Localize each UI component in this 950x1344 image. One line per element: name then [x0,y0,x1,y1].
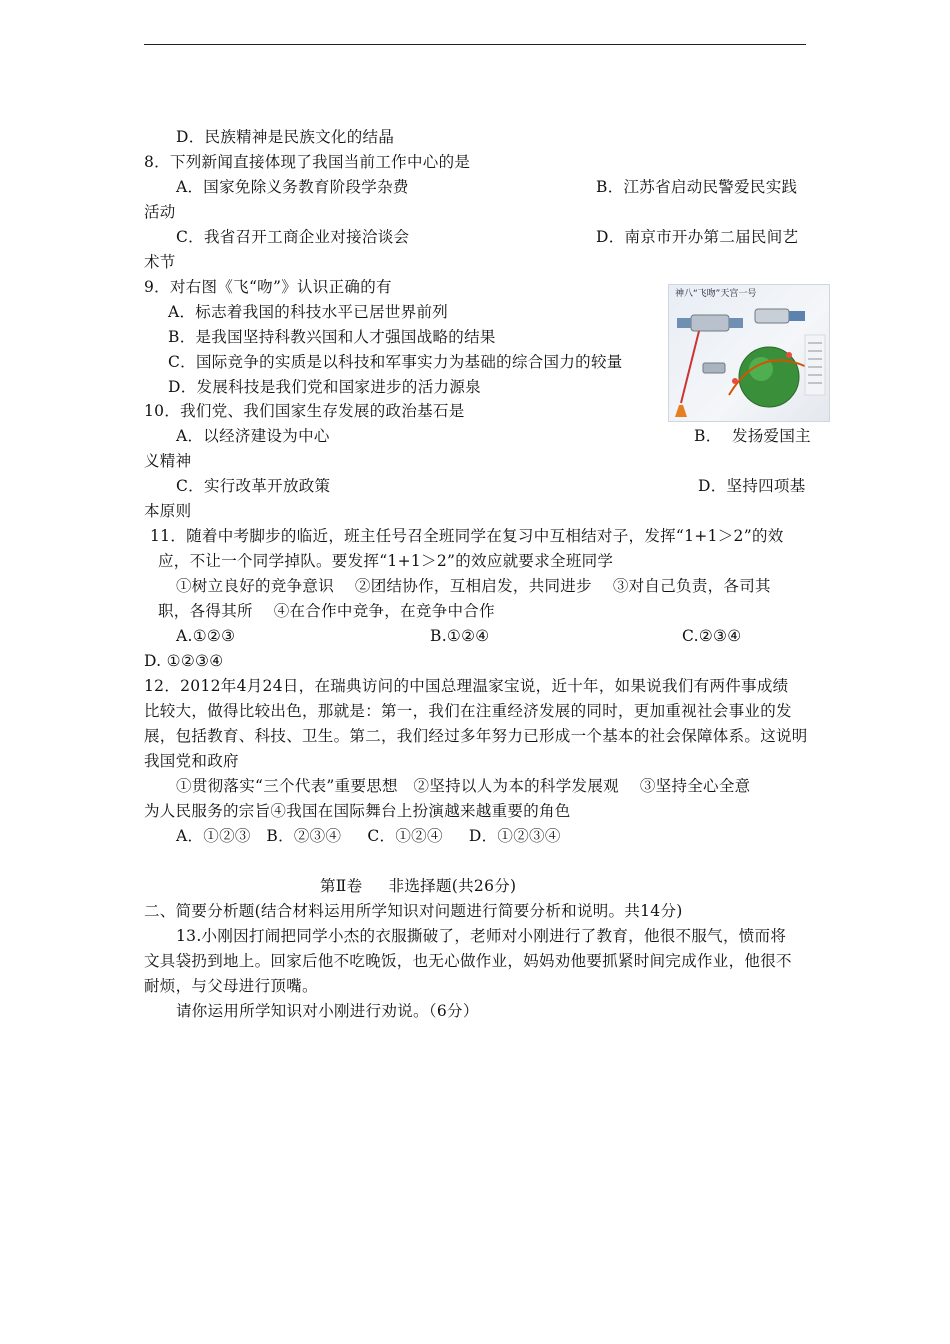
q9-option-d: D．发展科技是我们党和国家进步的活力源泉 [168,378,481,396]
q9-option-a: A．标志着我国的科技水平已居世界前列 [168,303,449,321]
q12-statements: ①贯彻落实“三个代表”重要思想 ②坚持以人为本的科学发展观 ③坚持全心全意 [176,777,751,795]
q8-option-b: B．江苏省启动民警爱民实践 [596,178,798,196]
q13-stem-line3: 耐烦，与父母进行顶嘴。 [144,977,318,995]
q10-option-b: B． 发扬爱国主 [694,427,811,445]
q10-option-d: D．坚持四项基 [698,477,806,495]
q11-option-c: C.②③④ [682,627,742,645]
q8-option-b-cont: 活动 [144,203,176,221]
section-2-title: 第Ⅱ卷 非选择题(共26分) [320,877,517,895]
q12-stem-line2: 比较大，做得比较出色，那就是：第一，我们在注重经济发展的同时，更加重视社会事业的发 [144,702,792,720]
shenzhou-tiangong-figure [668,284,830,422]
q10-option-b-cont: 义精神 [144,452,192,470]
q12-stem-line4: 我国党和政府 [144,752,239,770]
q9-stem: 9．对右图《飞“吻”》认识正确的有 [144,278,392,296]
q13-stem: 13.小刚因打闹把同学小杰的衣服撕破了，老师对小刚进行了教育，他很不服气，愤而将 [176,927,787,945]
spacecraft-illustration [669,285,829,421]
q9-option-c: C．国际竞争的实质是以科技和军事实力为基础的综合国力的较量 [168,353,623,371]
q12-stem: 12．2012年4月24日，在瑞典访问的中国总理温家宝说，近十年，如果说我们有两件事成绩 [144,677,789,695]
q10-option-c: C．实行改革开放政策 [176,477,331,495]
q11-option-d: D. ①②③④ [144,652,224,670]
q10-stem: 10．我们党、我们国家生存发展的政治基石是 [144,402,465,420]
q8-stem: 8．下列新闻直接体现了我国当前工作中心的是 [144,153,471,171]
q10-option-a: A．以经济建设为中心 [176,427,330,445]
header-rule [144,44,806,45]
q8-option-a: A．国家免除义务教育阶段学杂费 [176,178,409,196]
q13-stem-line2: 文具袋扔到地上。回家后他不吃晚饭，也无心做作业，妈妈劝他要抓紧时间完成作业，他很不 [144,952,792,970]
q10-option-d-cont: 本原则 [144,502,192,520]
q11-statements-cont: 职，各得其所 ④在合作中竞争，在竞争中合作 [158,602,495,620]
q8-option-d-cont: 术节 [144,253,176,271]
q11-stem: 11．随着中考脚步的临近，班主任号召全班同学在复习中互相结对子，发挥“1+1＞2”的效 [150,527,784,545]
q8-option-c: C．我省召开工商企业对接洽谈会 [176,228,410,246]
q11-option-b: B.①②④ [430,627,490,645]
q13-question: 请你运用所学知识对小刚进行劝说。（6分） [176,1002,479,1020]
q11-option-a: A.①②③ [176,627,236,645]
q9-option-b: B．是我国坚持科教兴国和人才强国战略的结果 [168,328,496,346]
q7-option-d: D．民族精神是民族文化的结晶 [176,128,395,146]
q12-statements-cont: 为人民服务的宗旨④我国在国际舞台上扮演越来越重要的角色 [144,802,571,820]
q11-statements: ①树立良好的竞争意识 ②团结协作，互相启发，共同进步 ③对自己负责，各司其 [176,577,771,595]
q8-option-d: D．南京市开办第二届民间艺 [596,228,799,246]
q12-stem-line3: 展，包括教育、科技、卫生。第二，我们经过多年努力已形成一个基本的社会保障体系。这说明 [144,727,808,745]
q11-stem-cont: 应，不让一个同学掉队。要发挥“1+1＞2”的效应就要求全班同学 [158,552,614,570]
figure-title: 神八“飞吻”天宫一号 [675,289,757,299]
part-2-heading: 二、简要分析题(结合材料运用所学知识对问题进行简要分析和说明。共14分) [144,902,683,920]
q12-options: A．①②③ B．②③④ C．①②④ D．①②③④ [176,827,561,845]
